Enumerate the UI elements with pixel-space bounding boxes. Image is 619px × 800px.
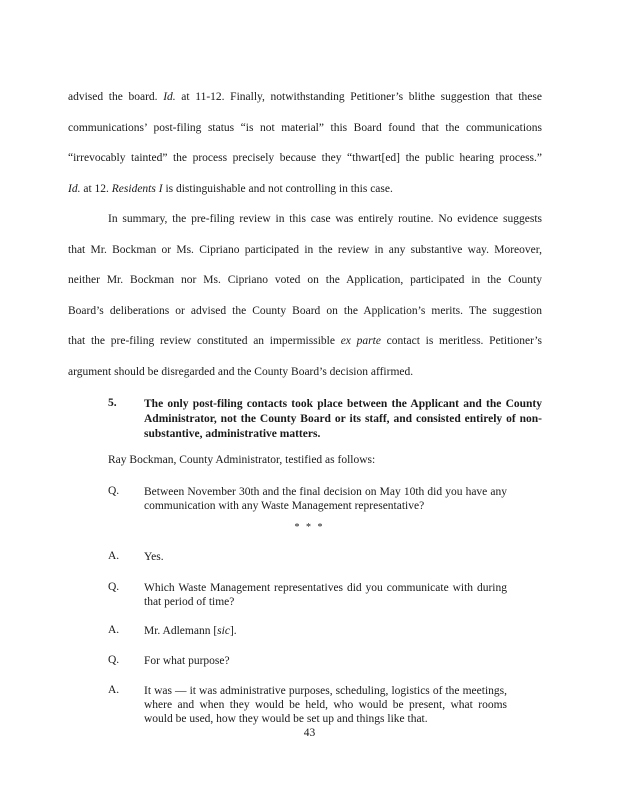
testimony-text: Mr. Adlemann [sic]. xyxy=(144,625,237,637)
ellipsis-marker: * * * xyxy=(294,522,325,533)
testimony-text: It was — it was administrative purposes, scheduling, logistics of the meetings, where and when they would be held, who would be present, what rooms would be used, how they would be set up and things like that. xyxy=(144,685,507,725)
body-text-line: neither Mr. Bockman nor Ms. Cipriano voted on the Application, participated in the County xyxy=(68,274,542,286)
body-text-line: that the pre-filing review constituted an impermissible ex parte contact is meritless. Petitioner’s xyxy=(68,335,542,347)
body-text-line: argument should be disregarded and the County Board’s decision affirmed. xyxy=(68,366,414,378)
body-text-line: Board’s deliberations or advised the County Board on the Application’s merits. The suggestion xyxy=(68,305,542,317)
section-number: 5. xyxy=(108,397,117,409)
testimony-label: Q. xyxy=(108,581,120,593)
testimony-label: A. xyxy=(108,624,120,636)
testimony-label: Q. xyxy=(108,654,120,666)
testimony-text: Which Waste Management representatives did you communicate with during that period of time? xyxy=(144,582,507,608)
testimony-text: Between November 30th and the final decision on May 10th did you have any communication with any Waste Management representative? xyxy=(144,486,507,512)
testimony-label: A. xyxy=(108,550,120,562)
testimony-intro: Ray Bockman, County Administrator, testified as follows: xyxy=(108,454,376,466)
body-text-line: that Mr. Bockman or Ms. Cipriano participated in the review in any substantive way. Moreover, xyxy=(68,244,542,256)
body-text-line: advised the board. Id. at 11-12. Finally, notwithstanding Petitioner’s blithe suggestion that these xyxy=(68,91,542,103)
testimony-label: Q. xyxy=(108,485,120,497)
section-heading: The only post-filing contacts took place between the Applicant and the County Administrator, not the County Board or its staff, and consisted entirely of non-substantive, administrative matters. xyxy=(144,398,542,440)
testimony-label: A. xyxy=(108,684,120,696)
body-text-line: “irrevocably tainted” the process precisely because they “thwart[ed] the public hearing process.” xyxy=(68,152,542,164)
body-text-line: Id. at 12. Residents I is distinguishable and not controlling in this case. xyxy=(68,183,393,195)
body-text-line: In summary, the pre-filing review in this case was entirely routine. No evidence suggests xyxy=(108,213,542,225)
body-text-line: communications’ post-filing status “is not material” this Board found that the communications xyxy=(68,122,542,134)
testimony-text: Yes. xyxy=(144,551,164,563)
testimony-text: For what purpose? xyxy=(144,655,230,667)
page-number: 43 xyxy=(303,727,316,739)
